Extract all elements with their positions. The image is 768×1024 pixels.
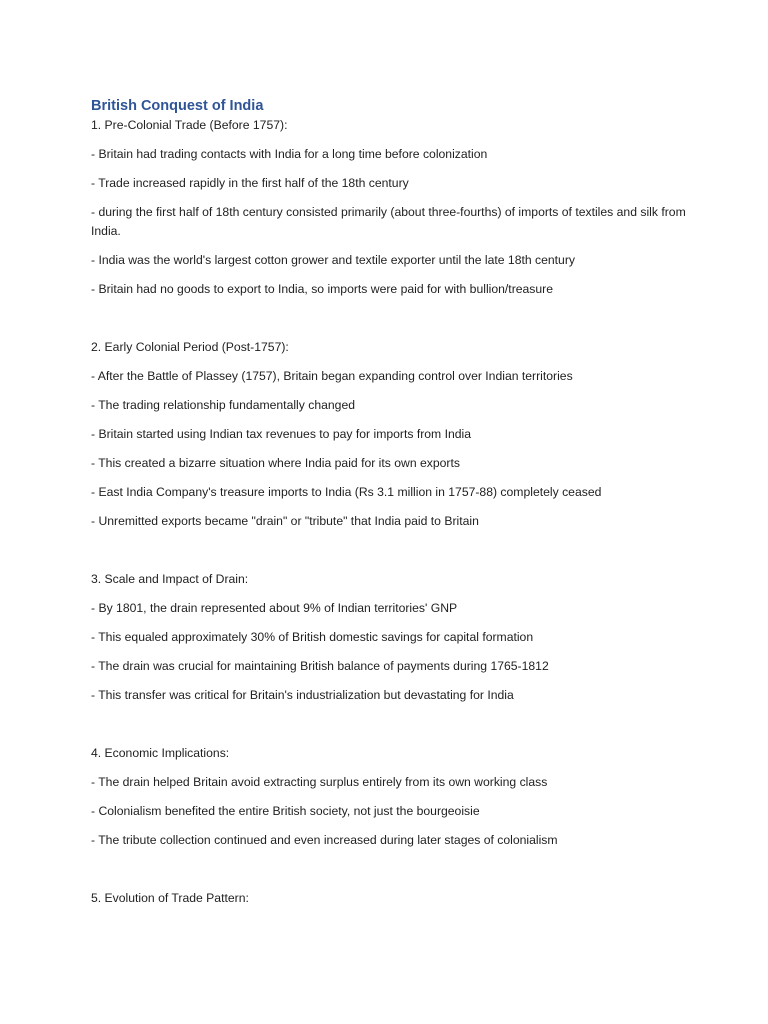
list-item: - East India Company's treasure imports to India (Rs 3.1 million in 1757-88) completely ceased bbox=[91, 485, 602, 499]
document-body bbox=[91, 96, 691, 908]
list-item: - This created a bizarre situation where India paid for its own exports bbox=[91, 456, 460, 470]
list-item: - Britain had trading contacts with India for a long time before colonization bbox=[91, 147, 488, 161]
section-heading: 4. Economic Implications: bbox=[91, 746, 230, 760]
list-item: - Colonialism benefited the entire British society, not just the bourgeoisie bbox=[91, 804, 480, 818]
list-item: - The drain helped Britain avoid extracting surplus entirely from its own working class bbox=[91, 775, 548, 789]
section-heading: 5. Evolution of Trade Pattern: bbox=[91, 891, 249, 905]
document-title: British Conquest of India bbox=[91, 98, 264, 114]
section-pre-colonial-trade bbox=[91, 116, 691, 299]
section-heading: 1. Pre-Colonial Trade (Before 1757): bbox=[91, 118, 288, 132]
section-economic-implications bbox=[91, 744, 691, 850]
list-item: - This equaled approximately 30% of British domestic savings for capital formation bbox=[91, 630, 534, 644]
list-item: - during the first half of 18th century consisted primarily (about three-fourths) of imports of textiles and silk from India. bbox=[91, 205, 686, 238]
section-evolution-of-trade bbox=[91, 889, 691, 908]
list-item: - Britain had no goods to export to India, so imports were paid for with bullion/treasure bbox=[91, 282, 554, 296]
list-item: - The drain was crucial for maintaining British balance of payments during 1765-1812 bbox=[91, 659, 549, 673]
list-item: - Britain started using Indian tax revenues to pay for imports from India bbox=[91, 427, 472, 441]
list-item: - This transfer was critical for Britain's industrialization but devastating for India bbox=[91, 688, 514, 702]
section-scale-and-impact bbox=[91, 570, 691, 705]
section-heading: 3. Scale and Impact of Drain: bbox=[91, 572, 249, 586]
list-item: - India was the world's largest cotton grower and textile exporter until the late 18th century bbox=[91, 253, 575, 267]
list-item: - The trading relationship fundamentally changed bbox=[91, 398, 356, 412]
list-item: - By 1801, the drain represented about 9% of Indian territories' GNP bbox=[91, 601, 458, 615]
list-item: - The tribute collection continued and even increased during later stages of colonialism bbox=[91, 833, 558, 847]
list-item: - Trade increased rapidly in the first half of the 18th century bbox=[91, 176, 409, 190]
list-item: - After the Battle of Plassey (1757), Britain began expanding control over Indian territories bbox=[91, 369, 573, 383]
section-heading: 2. Early Colonial Period (Post-1757): bbox=[91, 340, 289, 354]
list-item: - Unremitted exports became "drain" or "tribute" that India paid to Britain bbox=[91, 514, 479, 528]
section-early-colonial-period bbox=[91, 338, 691, 531]
